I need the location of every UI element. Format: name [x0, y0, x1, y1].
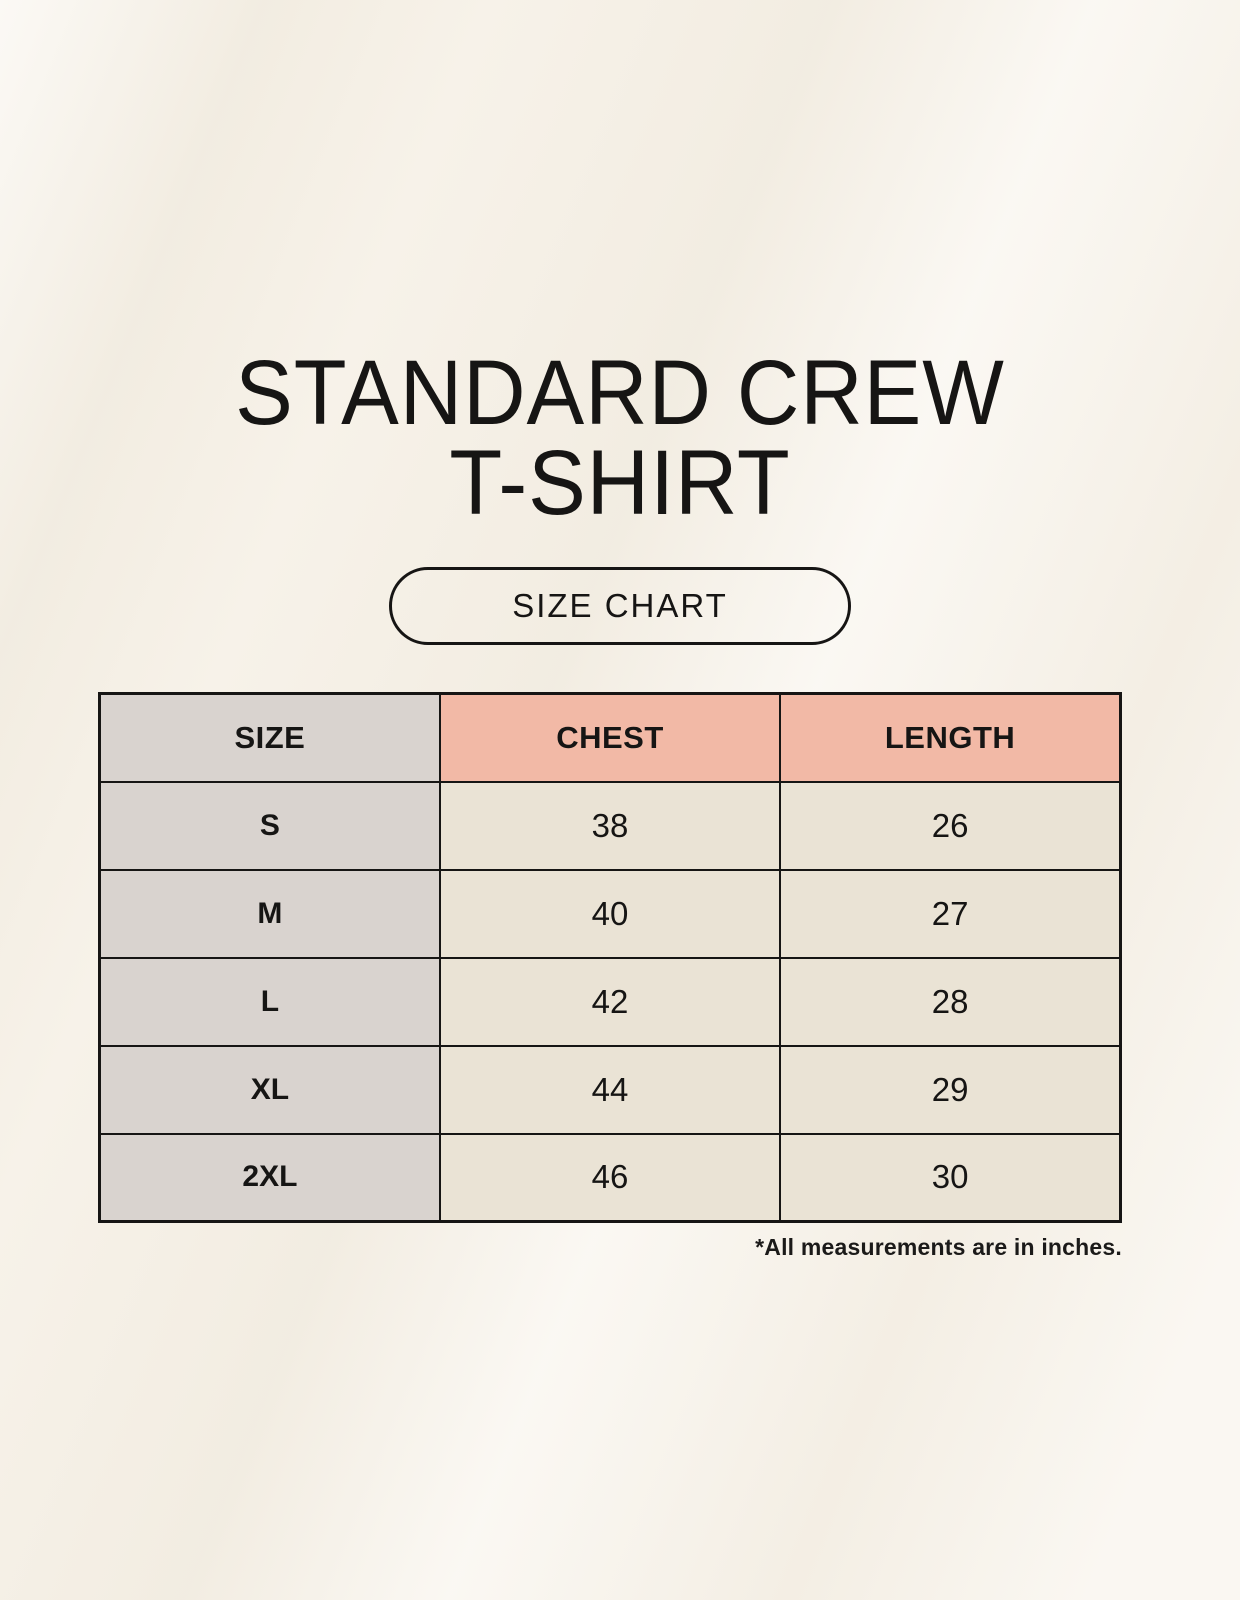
chest-cell: 38	[440, 782, 780, 870]
chest-cell: 42	[440, 958, 780, 1046]
size-cell: XL	[100, 1046, 440, 1134]
size-cell: L	[100, 958, 440, 1046]
table-row-2xl	[100, 1134, 1121, 1222]
size-cell: M	[100, 870, 440, 958]
size-chart-table	[98, 692, 1122, 1223]
chest-cell: 40	[440, 870, 780, 958]
length-cell: 26	[780, 782, 1120, 870]
length-column-header: LENGTH	[780, 694, 1120, 782]
length-cell: 28	[780, 958, 1120, 1046]
size-cell: S	[100, 782, 440, 870]
size-cell: 2XL	[100, 1134, 440, 1222]
page-title-line-2: T-SHIRT	[449, 432, 791, 534]
chest-column-header: CHEST	[440, 694, 780, 782]
page-title	[0, 342, 1240, 534]
table-header-row	[100, 694, 1121, 782]
page-title-line-1: STANDARD CREW	[235, 342, 1005, 444]
size-chart-button[interactable]: SIZE CHART	[389, 567, 851, 645]
length-cell: 30	[780, 1134, 1120, 1222]
table-row-m	[100, 870, 1121, 958]
table-row-xl	[100, 1046, 1121, 1134]
chest-cell: 46	[440, 1134, 780, 1222]
size-column-header: SIZE	[100, 694, 440, 782]
chest-cell: 44	[440, 1046, 780, 1134]
length-cell: 29	[780, 1046, 1120, 1134]
table-row-s	[100, 782, 1121, 870]
table-row-l	[100, 958, 1121, 1046]
length-cell: 27	[780, 870, 1120, 958]
measurements-footnote: *All measurements are in inches.	[755, 1234, 1122, 1260]
